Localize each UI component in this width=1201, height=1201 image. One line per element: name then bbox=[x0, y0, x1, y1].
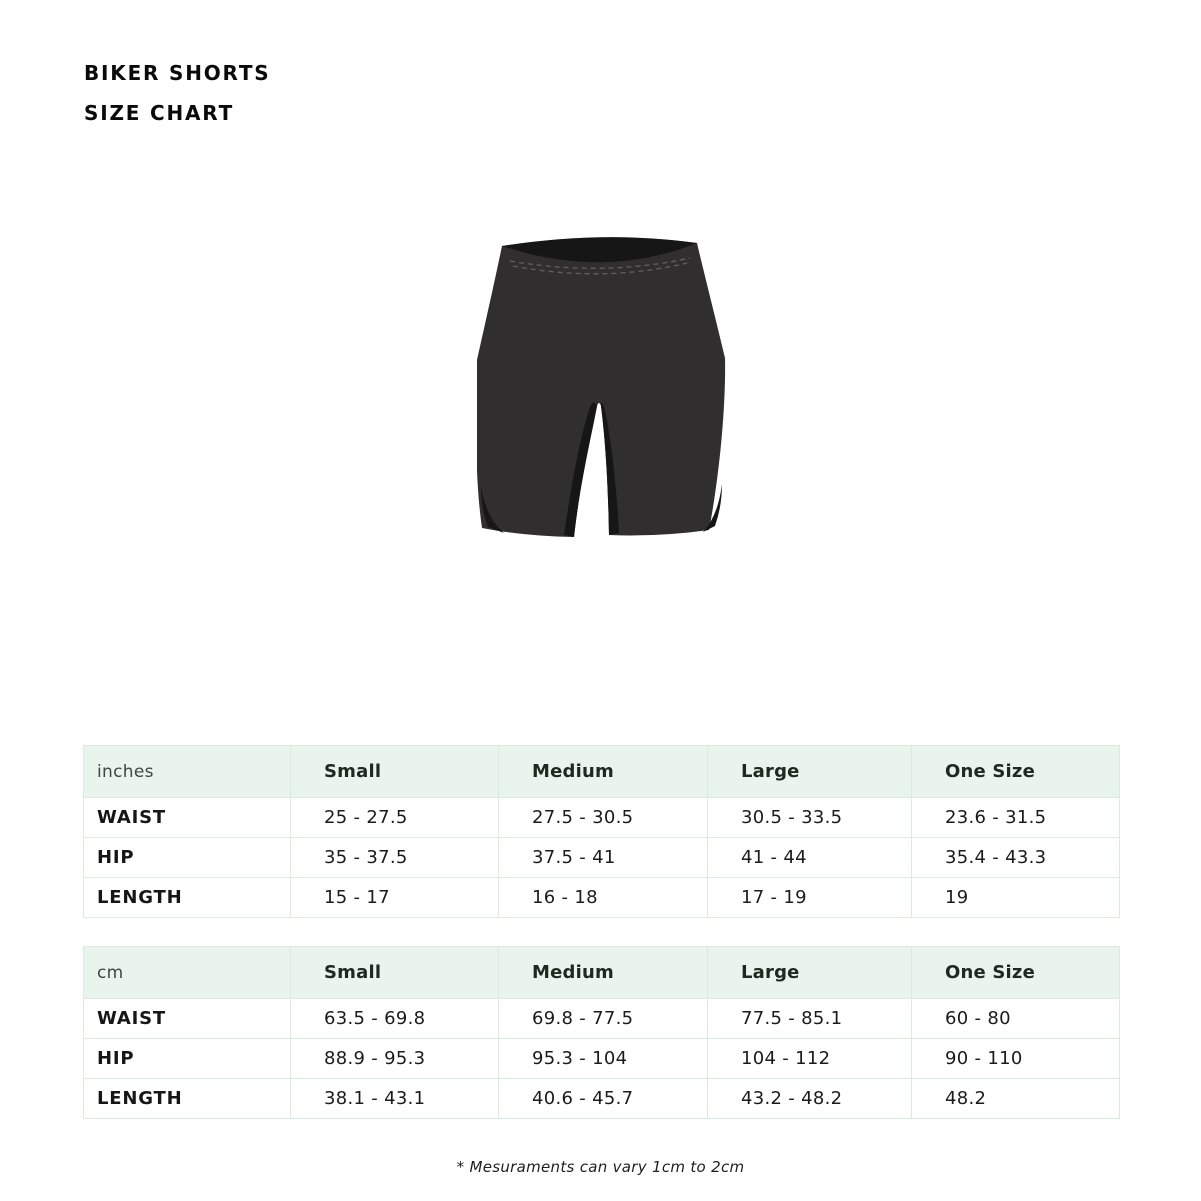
table-cell: 104 - 112 bbox=[708, 1039, 912, 1079]
table-row bbox=[84, 878, 1120, 918]
row-label: LENGTH bbox=[84, 878, 291, 918]
table-cell: 43.2 - 48.2 bbox=[708, 1079, 912, 1119]
column-header-large: Large bbox=[708, 947, 912, 999]
size-table-cm bbox=[83, 946, 1120, 1119]
product-image bbox=[477, 228, 727, 540]
table-cell: 25 - 27.5 bbox=[291, 798, 499, 838]
table-cell: 90 - 110 bbox=[912, 1039, 1120, 1079]
table-cell: 60 - 80 bbox=[912, 999, 1120, 1039]
table-cell: 19 bbox=[912, 878, 1120, 918]
column-header-one-size: One Size bbox=[912, 947, 1120, 999]
table-row bbox=[84, 798, 1120, 838]
page-header bbox=[84, 62, 271, 124]
biker-shorts-icon bbox=[477, 228, 727, 540]
column-header-small: Small bbox=[291, 746, 499, 798]
table-header-row bbox=[84, 746, 1120, 798]
row-label: HIP bbox=[84, 1039, 291, 1079]
column-header-one-size: One Size bbox=[912, 746, 1120, 798]
table-cell: 15 - 17 bbox=[291, 878, 499, 918]
page-title: BIKER SHORTS bbox=[84, 61, 271, 85]
unit-label: inches bbox=[97, 761, 154, 782]
column-header-small: Small bbox=[291, 947, 499, 999]
table-cell: 63.5 - 69.8 bbox=[291, 999, 499, 1039]
size-table bbox=[83, 946, 1120, 1119]
table-row bbox=[84, 1079, 1120, 1119]
table-cell: 95.3 - 104 bbox=[499, 1039, 708, 1079]
table-cell: 17 - 19 bbox=[708, 878, 912, 918]
table-cell: 48.2 bbox=[912, 1079, 1120, 1119]
table-cell: 69.8 - 77.5 bbox=[499, 999, 708, 1039]
table-cell: 37.5 - 41 bbox=[499, 838, 708, 878]
table-cell: 30.5 - 33.5 bbox=[708, 798, 912, 838]
table-cell: 88.9 - 95.3 bbox=[291, 1039, 499, 1079]
row-label: WAIST bbox=[84, 798, 291, 838]
column-header-large: Large bbox=[708, 746, 912, 798]
page-subtitle: SIZE CHART bbox=[84, 101, 235, 125]
table-cell: 38.1 - 43.1 bbox=[291, 1079, 499, 1119]
table-cell: 40.6 - 45.7 bbox=[499, 1079, 708, 1119]
table-row bbox=[84, 838, 1120, 878]
size-table bbox=[83, 745, 1120, 918]
measurement-footnote: * Mesuraments can vary 1cm to 2cm bbox=[456, 1158, 745, 1176]
table-cell: 23.6 - 31.5 bbox=[912, 798, 1120, 838]
table-cell: 35.4 - 43.3 bbox=[912, 838, 1120, 878]
table-cell: 77.5 - 85.1 bbox=[708, 999, 912, 1039]
row-label: LENGTH bbox=[84, 1079, 291, 1119]
row-label: WAIST bbox=[84, 999, 291, 1039]
column-header-medium: Medium bbox=[499, 947, 708, 999]
table-cell: 35 - 37.5 bbox=[291, 838, 499, 878]
row-label: HIP bbox=[84, 838, 291, 878]
table-cell: 41 - 44 bbox=[708, 838, 912, 878]
unit-label: cm bbox=[97, 962, 124, 983]
table-row bbox=[84, 999, 1120, 1039]
table-cell: 16 - 18 bbox=[499, 878, 708, 918]
size-table-inches bbox=[83, 745, 1120, 918]
table-cell: 27.5 - 30.5 bbox=[499, 798, 708, 838]
table-header-row bbox=[84, 947, 1120, 999]
table-row bbox=[84, 1039, 1120, 1079]
column-header-medium: Medium bbox=[499, 746, 708, 798]
